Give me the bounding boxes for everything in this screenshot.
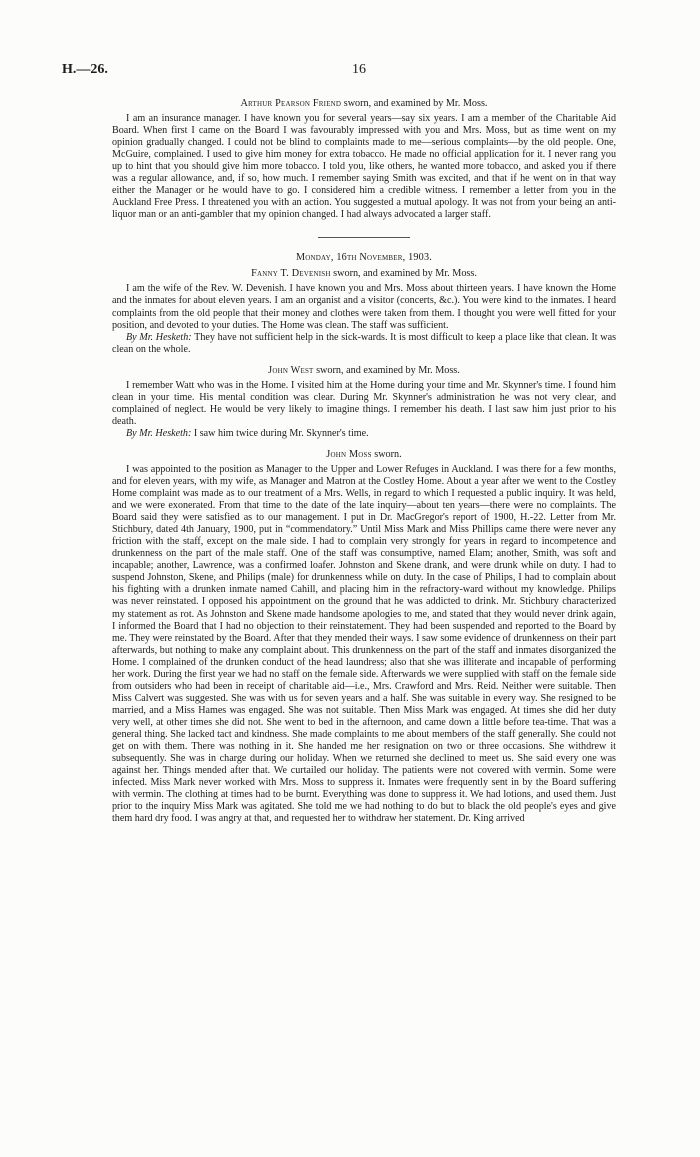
witness-heading-devenish: Fanny T. Devenish sworn, and examined by Mr. Moss. (251, 268, 477, 280)
witness-heading-west: John West sworn, and examined by Mr. Moss. (268, 364, 460, 376)
document-reference: H.—26. (62, 62, 108, 77)
document-body (112, 98, 616, 825)
cross-examination-paragraph: By Mr. Hesketh: I saw him twice during Mr. Skynner's time. (126, 427, 369, 439)
section-divider (318, 237, 410, 238)
testimony-paragraph: I am an insurance manager. I have known you for several years—say six years. I am a member of the Charitable Aid Board. When first I came on the Board I was favourably impressed with you and Mrs. Moss, but as time went on my opinion gradually changed. I could not be blind to complaints made to me—serious complaints—by the old people. One, McGuire, complained. I used to give him money for extra tobacco. He made no official application for it. I never rang you up to hint that you should give him more tobacco. I told you, like others, he wanted more tobacco, and asked you if there was a regular allowance, and, if so, how much. I remember saying Smith was excited, and that if he went on in that way either the Manager or he would have to go. I considered him a credible witness. I remember a letter from you in the Auckland Free Press. I threatened you with an action. You suggested a mutual apology. It was not from your being an anti-liquor man or an anti-gambler that my opinion changed. I had always advocated a larger staff. (112, 113, 616, 221)
testimony-paragraph: I was appointed to the position as Manager to the Upper and Lower Refuges in Auckland. I was there for a few months, and for eleven years, with my wife, as Manager and Matron at the Costley Home. About a year after we went to the Costley Home complaint was made as to our treatment of a Mrs. Wells, in regard to which I requested a public inquiry. It was held, and we were exonerated. From that time to the date of the late inquiry—about ten years—there were no complaints. The Board said they were satisfied as to our management. I put in Dr. MacGregor's report of 1900, H.-22. Letter from Mr. Stichbury, dated 4th January, 1900, put in “commendatory.” Until Miss Mark and Miss Phillips came there were never any friction with the staff, except on the male side. I had to complain very strongly for years in regard to incompetence and drunkenness on the part of the male staff. One of the staff was consumptive, named Elam; another, Smith, was soft and incapable; another, Lawrence, was a confirmed loafer. Johnston and Skene drank, and were drunk while on duty. I had to suspend Johnston, Skene, and Philips (male) for drunkenness while on duty. In the case of Philips, I had to complain about his fighting with a drunken inmate named Cahill, and placing him in the refractory-ward without my knowledge. Philips was never reinstated. I opposed his appointment on the ground that he was addicted to drink. Mr. Stichbury characterized my statement as rot. As Johnston and Skene made handsome apologies to me, and stated that they would never drink again, I informed the Board that I had no objection to their reinstatement. They had been suspended and reported to the Board by me. They were reinstated by the Board. After that they mended their ways. I saw some evidence of drunkenness on their part afterwards, but nothing to make any complaint about. This drunkenness on the part of the staff and inmates disorganized the Home. I complained of the drunken conduct of the head laundress; also that she was illiterate and incapable of performing her work. During the first year we had no staff on the female side. Afterwards we were supplied with staff on the female side from outsiders who had been in receipt of charitable aid—i.e., Mrs. Crawford and Mrs. Reid. Neither were suitable. Then Miss Calvert was suggested. She was with us for seven years and a half. She was suitable in every way. She resigned to be married, and a Miss Hames was engaged. She was not suitable. Then Miss Mark was engaged. At times she did her duty very well, at other times she did not. She went to bed in the afternoon, and came down a little before tea-time. That was a general thing. She lacked tact and kindness. She made complaints to me about members of the staff generally. She could not get on with them. There was nothing in it. She handed me her resignation on two or three occasions. She withdrew it subsequently. She was in charge during our holiday. When we returned she declined to meet us. She said every one was against her. Things mended after that. We curtailed our holiday. The patients were not covered with vermin. Some were infected. Miss Mark never worked with Mrs. Moss to suppress it. Inmates were frequently sent in by the Board suffering with vermin. The clothing at times had to be burnt. Everything was done to suppress it. We had lotions, and used them. Just prior to the inquiry Miss Mark was agitated. She told me we had nothing to do but to black the old people's eyes and give them hard dry food. I was angry at that, and requested her to withdraw her statement. Dr. King arrived (112, 463, 616, 825)
testimony-paragraph: I am the wife of the Rev. W. Devenish. I have known you and Mrs. Moss about thirteen years. I have known the Home and the inmates for about eleven years. I am an organist and a visitor (concerts, &c.). You were kind to the inmates. I heard complaints from the old people that their money and clothes were taken from them. I thought you were well fitted for your position, and devoted to your duties. The Home was clean. The staff was sufficient. (112, 283, 616, 331)
witness-heading-friend: Arthur Pearson Friend sworn, and examined by Mr. Moss. (240, 98, 488, 109)
witness-heading-moss: John Moss sworn. (326, 448, 402, 460)
examiner-byline: By Mr. Hesketh: (126, 427, 192, 439)
cross-examination-paragraph: By Mr. Hesketh: They have not sufficient help in the sick-wards. It is most difficult to keep a place like that clean. It was clean on the whole. (112, 331, 616, 355)
page-header (62, 62, 616, 82)
examiner-byline: By Mr. Hesketh: (126, 331, 192, 343)
testimony-paragraph: I remember Watt who was in the Home. I visited him at the Home during your time and Mr. Skynner's time. I found him clean in your time. His mental condition was clear. During Mr. Skynner's administration he was not very clear, and complained of neglect. He would be very likely to imagine things. I remember his death. I last saw him just prior to his death. (112, 379, 616, 427)
date-heading: Monday, 16th November, 1903. (295, 252, 433, 264)
page-number: 16 (352, 62, 366, 77)
